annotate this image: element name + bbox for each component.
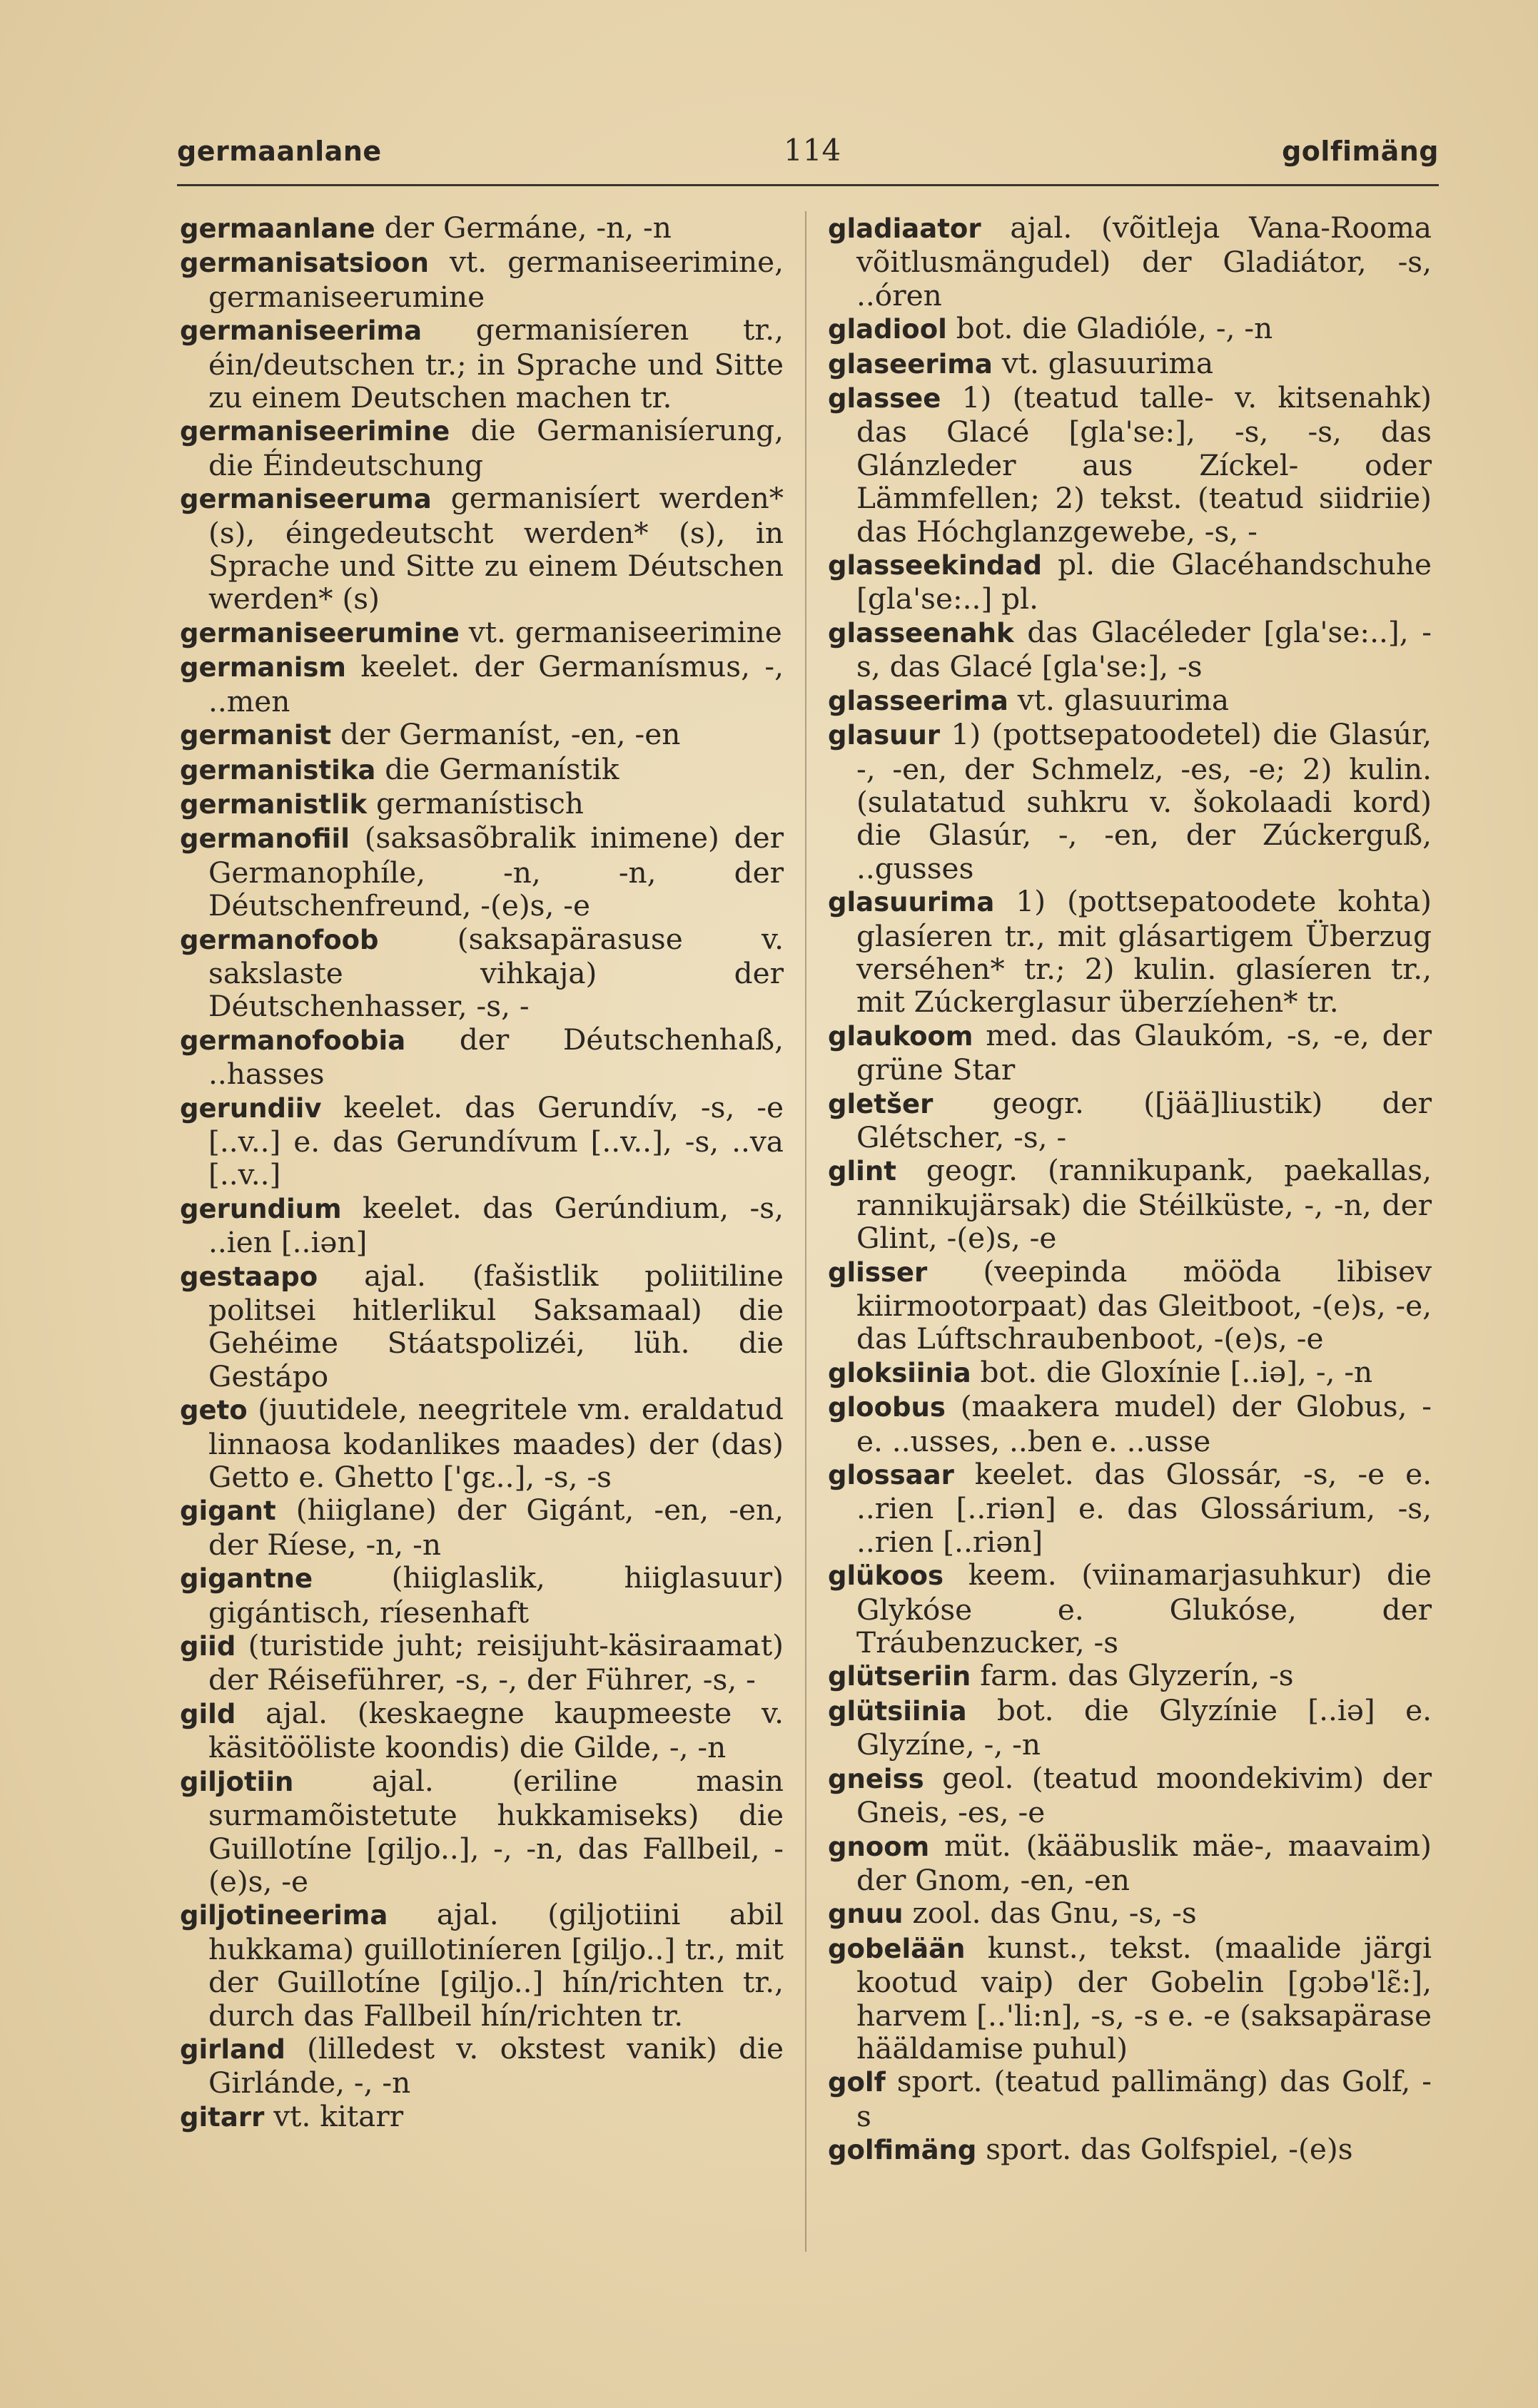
dictionary-entry	[180, 1493, 784, 1561]
entry-definition: bot. die Gladióle, -, -n	[956, 311, 1273, 346]
entry-headword: gitarr	[180, 2101, 265, 2133]
entry-definition: das Glacéleder [gla'se:..], -s, das Glacé [gla'se:], -s	[856, 614, 1432, 684]
header-rule	[177, 184, 1439, 186]
dictionary-entry	[828, 1558, 1432, 1659]
entry-headword: glaseerima	[828, 348, 993, 380]
entry-headword: glükoos	[828, 1560, 943, 1592]
entry-definition: keelet. das Glossár, -s, -e e. ..rien [..riən] e. das Glossárium, -s, ..rien [..riən]	[856, 1457, 1432, 1559]
dictionary-entry	[180, 313, 784, 414]
dictionary-entry	[828, 381, 1432, 548]
entry-definition: keelet. das Gerundív, -s, -e [..v..] e. das Gerundívum [..v..], -s, ..va [..v..]	[208, 1089, 784, 1192]
entry-headword: gnuu	[828, 1899, 904, 1930]
dictionary-entry	[180, 1697, 784, 1764]
entry-headword: gloksiinia	[828, 1357, 971, 1388]
dictionary-entry	[180, 1629, 784, 1697]
entry-headword: glossaar	[828, 1460, 954, 1491]
entry-definition: die Germanístik	[385, 751, 619, 786]
dictionary-entry	[180, 1393, 784, 1493]
dictionary-entry	[828, 1659, 1432, 1693]
entry-definition: der Germaníst, -en, -en	[340, 717, 681, 752]
dictionary-entry	[828, 2133, 1432, 2167]
dictionary-entry	[180, 616, 784, 650]
dictionary-entry	[828, 211, 1432, 312]
dictionary-entry	[180, 718, 784, 752]
entry-definition: 1) (pottsepatoodete kohta) glasíeren tr., mit glásartigem Überzug verséhen* tr.; 2) kulin. glasíeren tr., mit Zúckerglasur überzíehen* tr.	[856, 884, 1432, 1020]
entry-definition: keem. (viinamarjasuhkur) die Glykóse e. Glukóse, der Tráubenzucker, -s	[856, 1558, 1432, 1660]
dictionary-entry	[180, 2100, 784, 2134]
dictionary-entry	[828, 1896, 1432, 1931]
dictionary-entry	[180, 211, 784, 245]
entry-headword: germanofoob	[180, 924, 379, 955]
entry-definition: geogr. (rannikupank, paekallas, rannikujärsak) die Stéilküste, -, -n, der Glint, -(e)s, -e	[856, 1153, 1432, 1256]
dictionary-entry	[180, 1192, 784, 1259]
entry-headword: gigant	[180, 1495, 276, 1527]
entry-headword: glasuur	[828, 720, 941, 751]
dictionary-entry	[828, 1154, 1432, 1254]
entry-definition: die Germanisíerung, die Éindeutschung	[208, 413, 784, 482]
entry-definition: ajal. (võitleja Vana-Rooma võitlusmängudel) der Gladiátor, -s, ..óren	[856, 210, 1432, 313]
entry-definition: ajal. (fašistlik poliitiline politsei hitlerlikul Saksamaal) die Gehéime Stáatspolizéi, lüh. die Gestápo	[208, 1258, 784, 1393]
entry-headword: germaanlane	[180, 213, 375, 244]
dictionary-entry	[180, 245, 784, 313]
right-column	[828, 211, 1432, 2168]
entry-definition: geol. (teatud moondekivim) der Gneis, -es, -e	[856, 1760, 1432, 1830]
dictionary-entry	[828, 1829, 1432, 1897]
dictionary-entry	[828, 1087, 1432, 1154]
entry-headword: gild	[180, 1698, 236, 1729]
dictionary-entry	[828, 312, 1432, 346]
entry-headword: girland	[180, 2033, 285, 2065]
entry-headword: gloobus	[828, 1392, 946, 1423]
entry-headword: golfimäng	[828, 2135, 977, 2166]
dictionary-entry	[180, 1561, 784, 1629]
entry-headword: glütsiinia	[828, 1695, 967, 1727]
entry-headword: gerundium	[180, 1193, 342, 1224]
entry-headword: gobelään	[828, 1933, 966, 1964]
entry-definition: keelet. das Gerúndium, -s, ..ien [..iən]	[208, 1190, 784, 1260]
entry-headword: gestaapo	[180, 1261, 318, 1292]
dictionary-entry	[180, 414, 784, 482]
entry-definition: vt. germaniseerimine	[468, 614, 782, 649]
entry-definition: germanisíert werden* (s), éingedeutscht werden* (s), in Sprache und Sitte zu einem Déutschen werden* (s)	[208, 481, 784, 616]
dictionary-entry	[828, 684, 1432, 718]
entry-definition: ajal. (eriline masin surmamõistetute hukkamiseks) die Guillotíne [giljo..], -, -n, das Fallbeil, -(e)s, -e	[208, 1763, 784, 1899]
dictionary-entry	[828, 1694, 1432, 1762]
entry-definition: keelet. der Germanísmus, -, ..men	[208, 649, 784, 718]
entry-headword: germaniseeruma	[180, 484, 432, 515]
entry-definition: ajal. (giljotiini abil hukkama) guillotiníeren [giljo..] tr., mit der Guillotíne [giljo..] hín/richten tr., durch das Fallbeil hín/richten tr.	[208, 1897, 784, 2033]
entry-headword: glasseekindad	[828, 550, 1042, 581]
entry-headword: glint	[828, 1156, 896, 1187]
entry-headword: glisser	[828, 1256, 928, 1288]
running-header	[177, 128, 1439, 178]
entry-headword: gigantne	[180, 1563, 313, 1595]
entry-headword: giljotiin	[180, 1766, 294, 1797]
dictionary-entry	[828, 1762, 1432, 1829]
entry-headword: gnoom	[828, 1831, 930, 1862]
entry-definition: bot. die Gloxínie [..iə], -, -n	[980, 1354, 1373, 1389]
entry-definition: vt. glasuurima	[1017, 682, 1230, 717]
entry-headword: germanistika	[180, 754, 376, 786]
dictionary-entry	[180, 1091, 784, 1192]
entry-definition: pl. die Glacéhandschuhe [gla'se:..] pl.	[856, 547, 1432, 616]
entry-headword: germanist	[180, 720, 332, 751]
entry-definition: germanístisch	[375, 786, 584, 821]
entry-headword: golf	[828, 2067, 886, 2098]
entry-headword: glasseerima	[828, 685, 1008, 716]
dictionary-entry	[828, 347, 1432, 381]
dictionary-entry	[180, 1764, 784, 1899]
entry-definition: vt. germaniseerimine, germaniseerumine	[208, 245, 784, 314]
entry-headword: germanistlik	[180, 788, 368, 820]
entry-headword: germaniseerimine	[180, 416, 450, 447]
entry-definition: kunst., tekst. (maalide järgi kootud vaip) der Gobelin [gɔbə'lɛ̃:], harvem [..'li:n], -s, -s e. -e (saksapärase hääldamise puhul)	[856, 1930, 1432, 2066]
dictionary-entry	[180, 753, 784, 787]
dictionary-entry	[828, 616, 1432, 684]
dictionary-entry	[828, 2065, 1432, 2133]
header-first-headword: germaanlane	[177, 136, 382, 167]
dictionary-entry	[180, 482, 784, 616]
dictionary-entry	[180, 2032, 784, 2100]
entry-headword: glasuurima	[828, 887, 995, 918]
entry-headword: gerundiiv	[180, 1092, 322, 1124]
entry-definition: bot. die Glyzínie [..iə] e. Glyzíne, -, -n	[856, 1692, 1432, 1762]
entry-definition: der Déutschenhaß, ..hasses	[208, 1022, 784, 1092]
entry-headword: germanisatsioon	[180, 248, 429, 279]
entry-definition: sport. (teatud pallimäng) das Golf, -s	[856, 2064, 1432, 2133]
entry-headword: germanism	[180, 652, 346, 684]
dictionary-entry	[828, 885, 1432, 1019]
entry-headword: germanofoobia	[180, 1025, 406, 1056]
entry-definition: müt. (kääbuslik mäe-, maavaim) der Gnom, -en, -en	[856, 1828, 1432, 1897]
entry-definition: (saksasõbralik inimene) der Germanophíle, -n, -n, der Déutschenfreund, -(e)s, -e	[208, 821, 784, 923]
entry-definition: sport. das Golfspiel, -(e)s	[986, 2132, 1353, 2167]
entry-headword: gletšer	[828, 1088, 934, 1119]
dictionary-entry	[180, 821, 784, 922]
entry-headword: gladiool	[828, 314, 947, 345]
dictionary-entry	[180, 1023, 784, 1091]
entry-definition: der Germáne, -n, -n	[384, 210, 672, 245]
entry-definition: (turistide juht; reisijuht-käsiraamat) der Réiseführer, -s, -, der Führer, -s, -	[208, 1628, 784, 1697]
entry-definition: germanisíeren tr., éin/deutschen tr.; in Sprache und Sitte zu einem Deutschen machen tr.	[208, 313, 784, 415]
dictionary-entry	[180, 650, 784, 718]
dictionary-entry	[828, 1458, 1432, 1558]
entry-headword: gneiss	[828, 1763, 924, 1794]
dictionary-entry	[828, 548, 1432, 616]
dictionary-entry	[828, 1019, 1432, 1087]
entry-definition: farm. das Glyzerín, -s	[980, 1658, 1294, 1693]
entry-headword: germaniseerumine	[180, 617, 460, 649]
column-divider	[805, 211, 806, 2252]
entry-definition: geogr. ([jää]liustik) der Glétscher, -s, -	[856, 1085, 1432, 1154]
dictionary-entry	[180, 1259, 784, 1393]
entry-definition: (juutidele, neegritele vm. eraldatud linnaosa kodanlikes maades) der (das) Getto e. Ghetto ['gɛ..], -s, -s	[208, 1392, 784, 1495]
dictionary-entry	[180, 923, 784, 1023]
entry-definition: vt. kitarr	[273, 2098, 404, 2133]
dictionary-entry	[180, 1898, 784, 2032]
entry-definition: vt. glasuurima	[1001, 345, 1214, 380]
dictionary-entry	[828, 1390, 1432, 1458]
entry-headword: gladiaator	[828, 213, 981, 244]
entry-definition: (saksapärasuse v. sakslaste vihkaja) der Déutschenhasser, -s, -	[208, 921, 784, 1024]
dictionary-entry	[828, 1255, 1432, 1356]
entry-definition: 1) (teatud talle- v. kitsenahk) das Glacé [gla'se:], -s, -s, das Glánzleder aus Zíckel- oder Lämmfellen; 2) tekst. (teatud siidriie) das Hóchglanzgewebe, -s, -	[856, 380, 1432, 549]
entry-definition: med. das Glaukóm, -s, -e, der grüne Star	[856, 1017, 1432, 1087]
entry-definition: (maakera mudel) der Globus, - e. ..usses, ..ben e. ..usse	[856, 1389, 1432, 1458]
entry-headword: glaukoom	[828, 1020, 973, 1052]
entry-headword: glassee	[828, 383, 941, 415]
entry-headword: giid	[180, 1631, 236, 1662]
entry-headword: giljotineerima	[180, 1900, 388, 1931]
entry-definition: (hiiglaslik, hiiglasuur) gigántisch, ríesenhaft	[208, 1560, 784, 1630]
entry-definition: 1) (pottsepatoodetel) die Glasúr, -, -en, der Schmelz, -es, -e; 2) kulin. (sulatatud suhkru v. šokolaadi kord) die Glasúr, -, -en, der Zúckerguß, ..gusses	[856, 717, 1432, 885]
entry-definition: (veepinda mööda libisev kiirmootorpaat) das Gleitboot, -(e)s, -e, das Lúftschraubenboot, -(e)s, -e	[856, 1254, 1432, 1356]
dictionary-entry	[180, 787, 784, 821]
entry-definition: ajal. (keskaegne kaupmeeste v. käsitööliste koondis) die Gilde, -, -n	[208, 1695, 784, 1765]
dictionary-entry	[828, 1356, 1432, 1390]
header-last-headword: golfimäng	[1282, 136, 1439, 167]
entry-headword: glütseriin	[828, 1661, 971, 1692]
entry-headword: germanofiil	[180, 823, 350, 855]
dictionary-entry	[828, 1931, 1432, 2066]
left-column	[180, 211, 784, 2134]
entry-headword: germaniseerima	[180, 315, 423, 347]
entry-definition: (hiiglane) der Gigánt, -en, -en, der Ríese, -n, -n	[208, 1493, 784, 1562]
entry-headword: glasseenahk	[828, 617, 1014, 649]
entry-definition: (lilledest v. okstest vanik) die Girlánde, -, -n	[208, 2031, 784, 2100]
entry-headword: geto	[180, 1395, 248, 1426]
dictionary-entry	[828, 718, 1432, 885]
entry-definition: zool. das Gnu, -s, -s	[912, 1896, 1197, 1931]
page-number: 114	[784, 133, 841, 168]
